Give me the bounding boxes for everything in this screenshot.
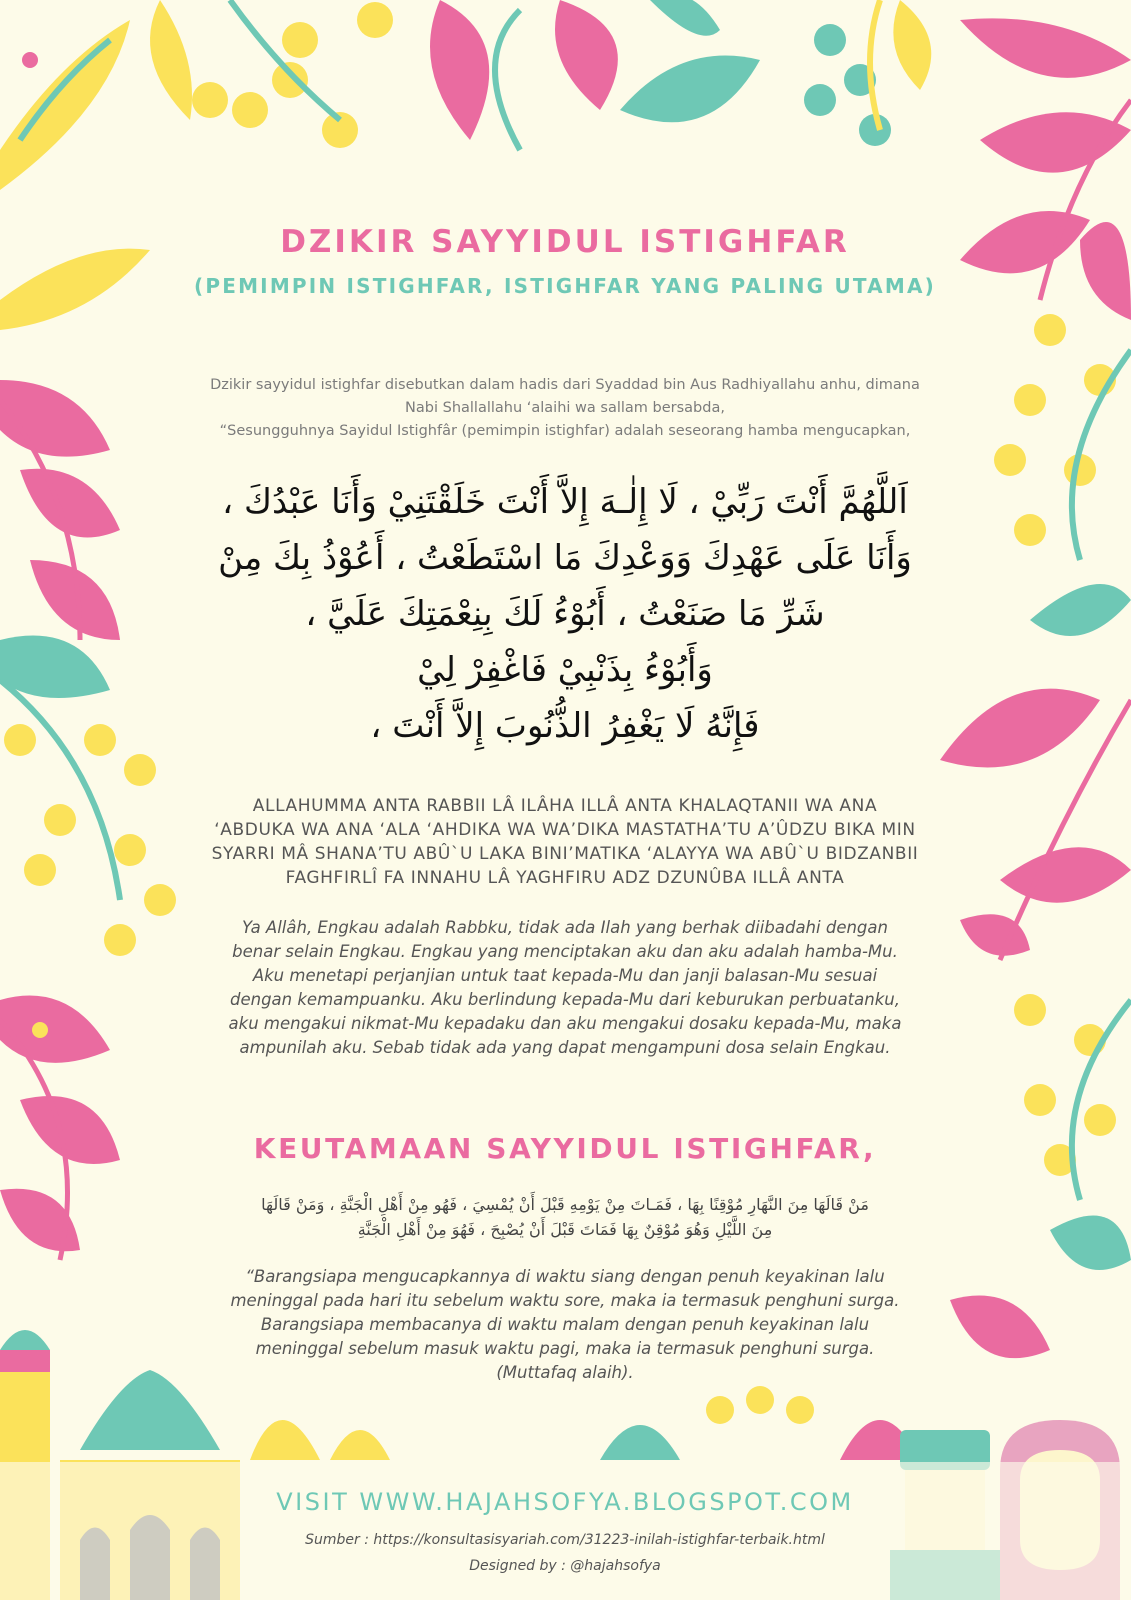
translation-line: Ya Allâh, Engkau adalah Rabbku, tidak ada Ilah yang berhak diibadahi dengan (242, 918, 888, 937)
translation (150, 916, 980, 1060)
source-credit[interactable]: Sumber : https://konsultasisyariah.com/31223-inilah-istighfar-terbaik.html (305, 1532, 825, 1548)
hadith-translation (150, 1265, 980, 1385)
intro-line: Nabi Shallallahu ‘alaihi wa sallam bersabda, (405, 400, 725, 416)
designer-credit: Designed by : @hajahsofya (469, 1558, 661, 1574)
quote-line: “Barangsiapa mengucapkannya di waktu siang dengan penuh keyakinan lalu (245, 1267, 885, 1286)
translation-line: dengan kemampuanku. Aku berlindung kepada-Mu dari keburukan perbuatanku, (230, 990, 900, 1009)
arabic-line: وَأَنَا عَلَى عَهْدِكَ وَوَعْدِكَ مَا اسْتَطَعْتُ ، أَعُوْذُ بِكَ مِنْ (218, 538, 912, 578)
transliteration (150, 794, 980, 890)
translation-line: ampunilah aku. Sebab tidak ada yang dapat mengampuni dosa selain Engkau. (239, 1038, 891, 1057)
hadith-arabic (180, 1192, 950, 1242)
quote-line: Barangsiapa membacanya di waktu malam dengan penuh keyakinan lalu (260, 1315, 870, 1334)
arabic-dhikr (140, 474, 990, 754)
page-title: DZIKIR SAYYIDUL ISTIGHFAR (280, 224, 850, 260)
translation-line: benar selain Engkau. Engkau yang menciptakan aku dan aku adalah hamba-Mu. (232, 942, 898, 961)
arabic-line: اَللَّهُمَّ أَنْتَ رَبِّيْ ، لَا إِلٰـهَ إِلاَّ أَنْتَ خَلَقْتَنِيْ وَأَنَا عَبْدُكَ ، (222, 482, 908, 522)
intro-line: Dzikir sayyidul istighfar disebutkan dalam hadis dari Syaddad bin Aus Radhiyallahu anhu, dimana (210, 377, 920, 393)
transliteration-line: SYARRI MÂ SHANA’TU ABÛ`U LAKA BINI’MATIKA ‘ALAYYA WA ABÛ`U BIDZANBII (211, 844, 919, 864)
translation-line: Aku menetapi perjanjian untuk taat kepada-Mu dan janji balasan-Mu sesuai (252, 966, 878, 985)
intro-text (140, 374, 990, 443)
section-title: KEUTAMAAN SAYYIDUL ISTIGHFAR, (253, 1132, 877, 1165)
transliteration-line: FAGHFIRLÎ FA INNAHU LÂ YAGHFIRU ADZ DZUNÛBA ILLÂ ANTA (285, 868, 845, 888)
translation-line: aku mengakui nikmat-Mu kepadaku dan aku mengakui dosaku kepada-Mu, maka (228, 1014, 902, 1033)
arabic-line: شَرِّ مَا صَنَعْتُ ، أَبُوْءُ لَكَ بِنِعْمَتِكَ عَلَيَّ ، (305, 594, 825, 634)
arabic-line: فَإِنَّهُ لَا يَغْفِرُ الذُّنُوبَ إِلاَّ أَنْتَ ، (370, 706, 760, 746)
arabic-line: وَأَبُوْءُ بِذَنْبِيْ فَاغْفِرْ لِيْ (417, 650, 713, 690)
hadith-line: مِنَ اللَّيْلِ وَهُوَ مُوْقِنٌ بِهَا فَمَاتَ قَبْلَ أَنْ يُصْبِحَ ، فَهُوَ مِنْ أَهْلِ الْجَنَّةِ (357, 1220, 773, 1239)
quote-line: meninggal pada hari itu sebelum waktu sore, maka ia termasuk penghuni surga. (230, 1291, 900, 1310)
visit-link[interactable]: VISIT WWW.HAJAHSOFYA.BLOGSPOT.COM (276, 1488, 854, 1516)
intro-line: “Sesungguhnya Sayidul Istighfâr (pemimpin istighfar) adalah seseorang hamba mengucapkan, (219, 423, 911, 439)
quote-line: (Muttafaq alaih). (496, 1363, 634, 1382)
quote-line: meninggal sebelum masuk waktu pagi, maka ia termasuk penghuni surga. (255, 1339, 875, 1358)
transliteration-line: ‘ABDUKA WA ANA ‘ALA ‘AHDIKA WA WA’DIKA MASTATHA’TU A’ÛDZU BIKA MIN (214, 820, 916, 840)
hadith-line: مَنْ قَالَهَا مِنَ النَّهَارِ مُوْقِنًا بِهَا ، فَمَـاتَ مِنْ يَوْمِهِ قَبْلَ أَنْ يُمْسِيَ ، فَهُو مِنْ أَهْلِ الْجَنَّةِ ، وَمَنْ قَالَهَا (261, 1195, 869, 1214)
page-subtitle: (PEMIMPIN ISTIGHFAR, ISTIGHFAR YANG PALING UTAMA) (194, 274, 936, 298)
transliteration-line: ALLAHUMMA ANTA RABBII LÂ ILÂHA ILLÂ ANTA KHALAQTANII WA ANA (252, 796, 878, 816)
